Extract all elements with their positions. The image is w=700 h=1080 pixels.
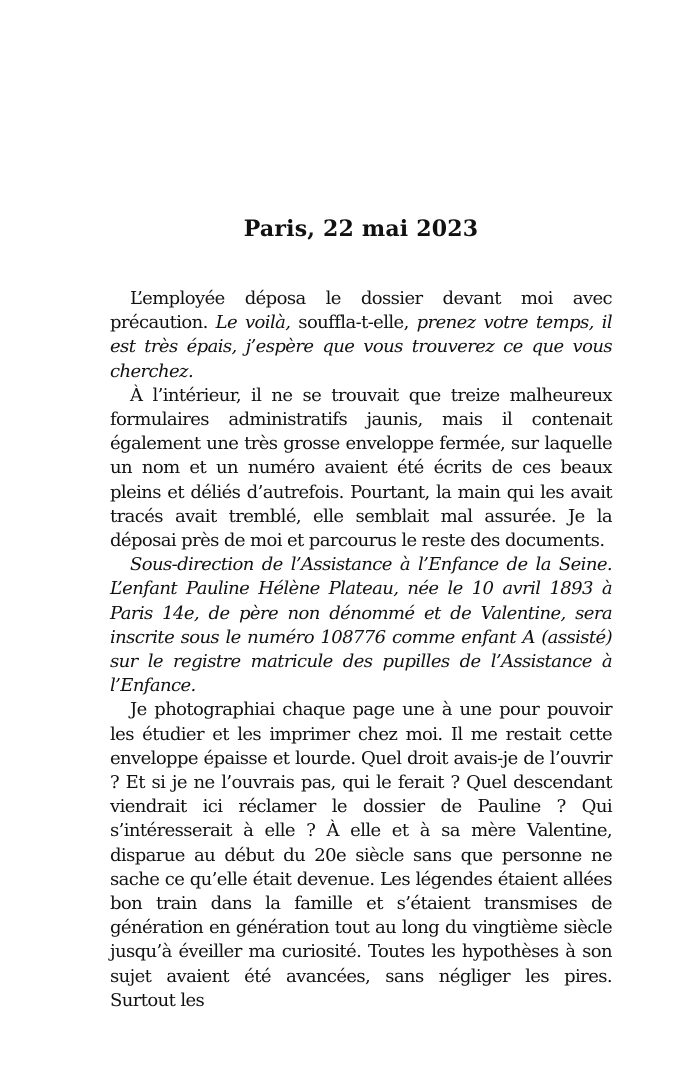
body-text [110, 287, 612, 1013]
paragraph-1-text-b: souffla-t-elle, [290, 312, 417, 334]
paragraph-1-quote-b: prenez votre temps, il est très épais, j’espère que vous trouverez ce que vous cherchez. [110, 312, 612, 382]
paragraph-4: Je photographiai chaque page une à une pour pouvoir les étudier et les imprimer chez moi. Il me restait cette enveloppe épaisse et lourde. Quel droit avais-je de l’ouvrir ? Et si je ne l’ouvrais pas, qui le ferait ? Quel descendant viendrait ici réclamer le dossier de Pauline ? Qui s’intéresserait à elle ? À elle et à sa mère Valentine, disparue au début du 20e siècle sans que personne ne sache ce qu’elle était devenue. Les légendes étaient allées bon train dans la famille et s’étaient transmises de génération en génération tout au long du vingtième siècle jusqu’à éveiller ma curiosité. Toutes les hypothèses à son sujet avaient été avancées, sans négliger les pires. Surtout les [110, 699, 612, 1011]
chapter-title: Paris, 22 mai 2023 [243, 216, 479, 242]
paragraph-2: À l’intérieur, il ne se trouvait que treize malheureux formulaires administratifs jaunis, mais il contenait également une très grosse enveloppe fermée, sur laquelle un nom et un numéro avaient été écrits de ces beaux pleins et déliés d’autrefois. Pourtant, la main qui les avait tracés avait tremblé, elle semblait mal assurée. Je la déposai près de moi et parcourus le reste des documents. [110, 384, 612, 552]
paragraph-3-document-excerpt [110, 553, 612, 698]
paragraph-1 [110, 287, 612, 384]
paragraph-1-text-a: L’employée déposa le dossier devant moi avec précaution. [110, 288, 612, 334]
document-excerpt: Sous-direction de l’Assistance à l’Enfance de la Seine. L’enfant Pauline Hélène Plateau, née le 10 avril 1893 à Paris 14e, de père non dénommé et de Valentine, sera inscrite sous le numéro 108776 comme enfant A (assisté) sur le registre matricule des pupilles de l’Assistance à l’Enfance. [110, 554, 612, 697]
paragraph-1-quote-a: Le voilà, [215, 312, 291, 334]
